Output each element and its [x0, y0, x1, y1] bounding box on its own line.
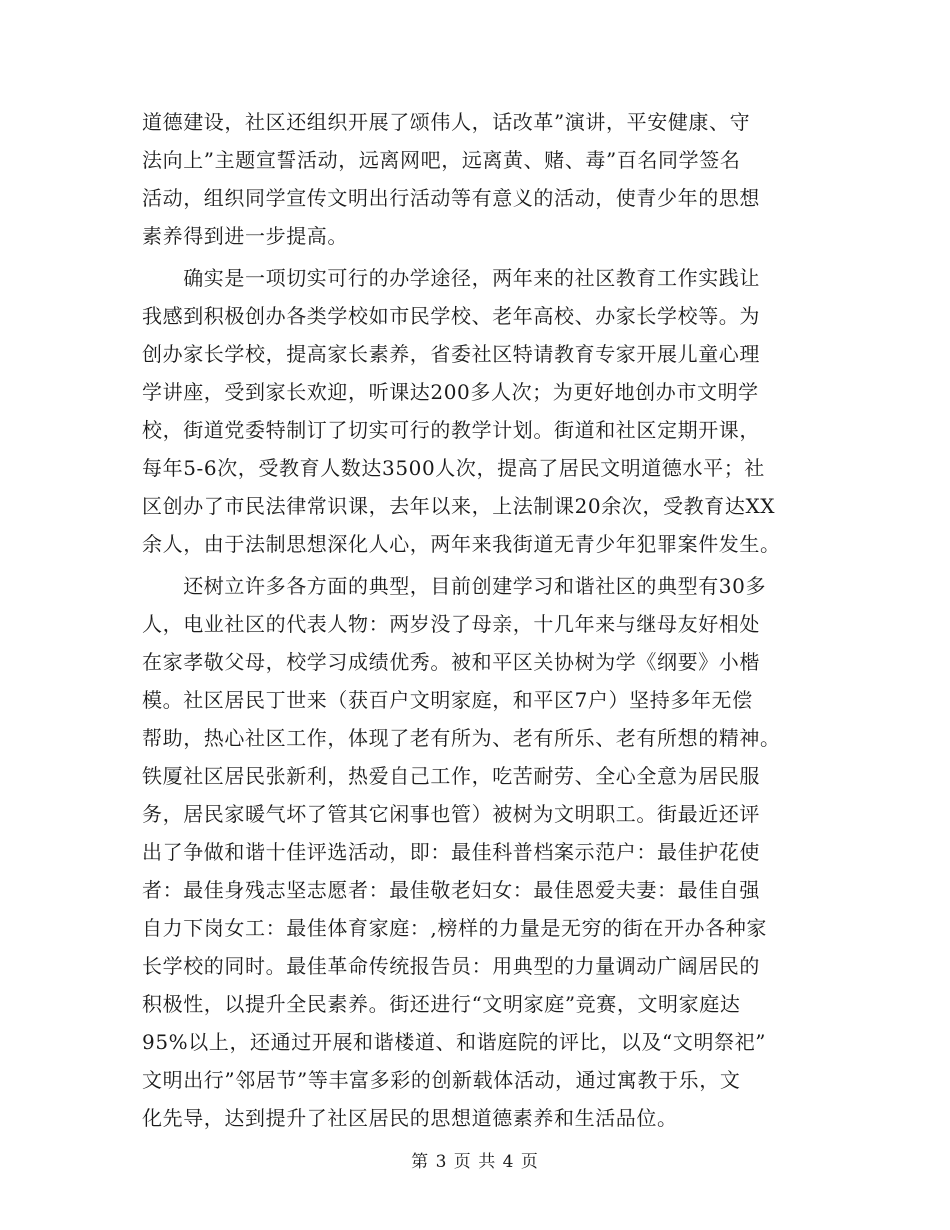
text-line: 区创办了市民法律常识课，去年以来，上法制课20余次，受教育达XX: [142, 494, 776, 518]
document-body: [142, 103, 812, 1137]
text-line: 帮助，热心社区工作，体现了老有所为、老有所乐、老有所想的精神。: [142, 726, 781, 750]
text-line: 模。社区居民丁世来（获百户文明家庭，和平区7户）坚持多年无偿: [142, 688, 753, 712]
paragraph-1: [142, 103, 812, 255]
text-line: 学讲座，受到家长欢迎，听课达200多人次；为更好地创办市文明学: [142, 380, 759, 404]
text-line: 创办家长学校，提高家长素养，省委社区特请教育专家开展儿童心理: [142, 342, 760, 366]
text-line: 长学校的同时。最佳革命传统报告员：用典型的力量调动广阔居民的: [142, 954, 760, 978]
text-line: 道德建设，社区还组织开展了颂伟人，话改革”演讲，平安健康、守: [142, 110, 751, 134]
text-line: 文明出行”邻居节”等丰富多彩的创新载体活动，通过寓教于乐，文: [142, 1068, 741, 1092]
text-line: 人，电业社区的代表人物：两岁没了母亲，十几年来与继母友好相处: [142, 612, 760, 636]
text-line: 活动，组织同学宣传文明出行活动等有意义的活动，使青少年的思想: [142, 186, 760, 210]
text-line: 积极性，以提升全民素养。街还进行“文明家庭”竞赛，文明家庭达: [142, 992, 741, 1016]
text-line: 者：最佳身残志坚志愿者：最佳敬老妇女：最佳恩爱夫妻：最佳自强: [142, 878, 760, 902]
text-line: 化先导，达到提升了社区居民的思想道德素养和生活品位。: [142, 1106, 678, 1130]
text-line: 法向上”主题宣誓活动，远离网吧，远离黄、赌、毒”百名同学签名: [142, 148, 741, 172]
text-line: 95%以上，还通过开展和谐楼道、和谐庭院的评比，以及“文明祭祀”: [142, 1030, 767, 1054]
text-line: 铁厦社区居民张新利，热爱自己工作，吃苦耐劳、全心全意为居民服: [142, 764, 760, 788]
text-line: 自力下岗女工：最佳体育家庭：,榜样的力量是无穷的街在开办各种家: [142, 916, 767, 940]
paragraph-2: [142, 259, 812, 563]
text-line: 还树立许多各方面的典型，目前创建学习和谐社区的典型有30多: [142, 574, 767, 598]
text-line: 务，居民家暖气坏了管其它闲事也管）被树为文明职工。街最近还评: [142, 802, 760, 826]
text-line: 我感到积极创办各类学校如市民学校、老年高校、办家长学校等。为: [142, 304, 760, 328]
text-line: 出了争做和谐十佳评选活动，即：最佳科普档案示范户：最佳护花使: [142, 840, 760, 864]
text-line: 每年5-6次，受教育人数达3500人次，提高了居民文明道德水平；社: [142, 456, 765, 480]
text-line: 在家孝敬父母，校学习成绩优秀。被和平区关协树为学《纲要》小楷: [142, 650, 760, 674]
paragraph-3: [142, 567, 812, 1137]
text-line: 素养得到进一步提高。: [142, 224, 348, 248]
page-number-footer: 第 3 页 共 4 页: [411, 1152, 539, 1172]
text-line: 校，街道党委特制订了切实可行的教学计划。街道和社区定期开课，: [142, 418, 760, 442]
text-line: 确实是一项切实可行的办学途径，两年来的社区教育工作实践让: [142, 266, 760, 290]
text-line: 余人，由于法制思想深化人心，两年来我街道无青少年犯罪案件发生。: [142, 532, 781, 556]
